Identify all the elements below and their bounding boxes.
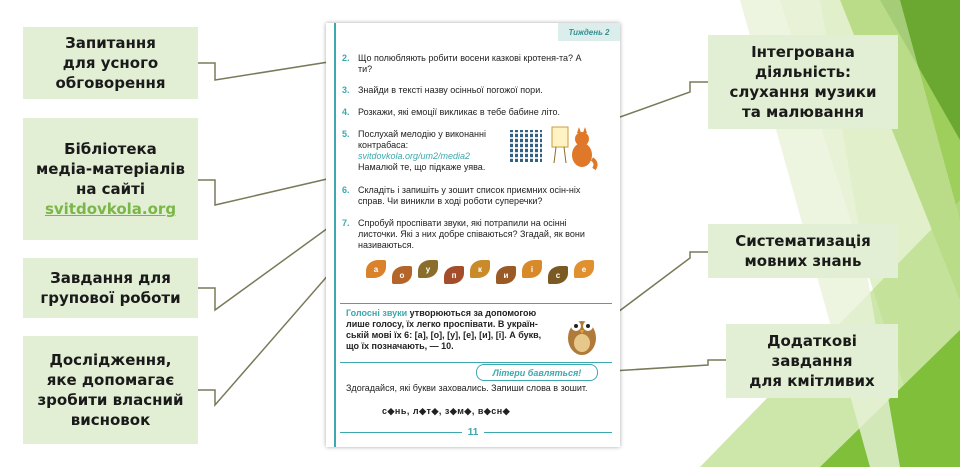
label-group-work: Завдання для групової роботи <box>23 258 198 318</box>
task-text: Послухай мелодію у виконанні контрабаса: <box>358 129 486 150</box>
site-link[interactable]: svitdovkola.org <box>44 200 177 218</box>
leaf: с <box>548 266 568 284</box>
extra-text: Здогадайся, які букви заховались. Запиши слова в зошит. <box>346 383 588 393</box>
leaf: о <box>392 266 412 284</box>
leaves-row <box>366 260 606 290</box>
rule-text <box>346 308 556 352</box>
label-systematization: Систематизація мовних знань <box>708 224 898 278</box>
label-extra-tasks: Додаткові завдання для кмітливих <box>726 324 898 398</box>
owl-icon <box>564 310 600 356</box>
label-media-library <box>23 118 198 240</box>
rule-highlight: Голосні звуки <box>346 308 408 318</box>
week-badge: Тиждень 2 <box>558 23 620 41</box>
task-text: Намалюй те, що підкаже уява. <box>358 162 486 172</box>
hidden-letters-words: с◆нь, л◆т◆, з◆м◆, в◆сн◆ <box>382 406 511 416</box>
media-link[interactable]: svitdovkola.org/um2/media2 <box>358 151 471 161</box>
task-number: 3. <box>342 85 350 95</box>
task-7 <box>342 218 598 251</box>
task-text: Знайди в тексті назву осінньої погожої пори. <box>358 85 543 95</box>
task-text: Розкажи, які емоції викликає в тебе бабине літо. <box>358 107 561 117</box>
task-text: Спробуй проспівати звуки, які потрапили на осінні листочки. Які з них добре співаються? Згадай, як вони називаються. <box>358 218 585 250</box>
task-4 <box>342 107 598 118</box>
task-2 <box>342 53 598 75</box>
task-5 <box>342 129 498 173</box>
rule-body: утворюються за допомогою лише голосу, їх легко проспівати. В україн-ській мові їх 6: [а], [о], [у], [е], [и], [і]. А букв, що їх позначають, — 10. <box>346 308 542 351</box>
label-research: Дослідження, яке допомагає зробити власний висновок <box>23 336 198 444</box>
leaf: у <box>418 260 438 278</box>
page-stripe <box>334 23 336 447</box>
leaf: е <box>574 260 594 278</box>
label-oral-questions: Запитання для усного обговорення <box>23 27 198 99</box>
task-number: 7. <box>342 218 350 228</box>
task-text: Складіть і запишіть у зошит список приємних осін-ніх справ. Чи виникли в ході роботи суперечки? <box>358 185 581 206</box>
label-media-library-text: Бібліотека медіа-матеріалів на сайті <box>36 140 185 198</box>
leaf: к <box>470 260 490 278</box>
task-number: 5. <box>342 129 350 139</box>
task-3 <box>342 85 598 96</box>
fox-painter-icon <box>548 123 598 171</box>
leaf: п <box>444 266 464 284</box>
task-6 <box>342 185 598 207</box>
page-number-text: 11 <box>462 427 485 438</box>
leaf: а <box>366 260 386 278</box>
textbook-page <box>326 23 620 447</box>
task-number: 4. <box>342 107 350 117</box>
extra-title: Літери бавляться! <box>476 364 598 381</box>
task-number: 2. <box>342 53 350 63</box>
task-text: Що полюбляють робити восени казкові кротеня-та? А ти? <box>358 53 582 74</box>
leaf: і <box>522 260 542 278</box>
label-integrated-activity: Інтегрована діяльність: слухання музики та малювання <box>708 35 898 129</box>
task-number: 6. <box>342 185 350 195</box>
page-number <box>326 427 620 438</box>
leaf: и <box>496 266 516 284</box>
